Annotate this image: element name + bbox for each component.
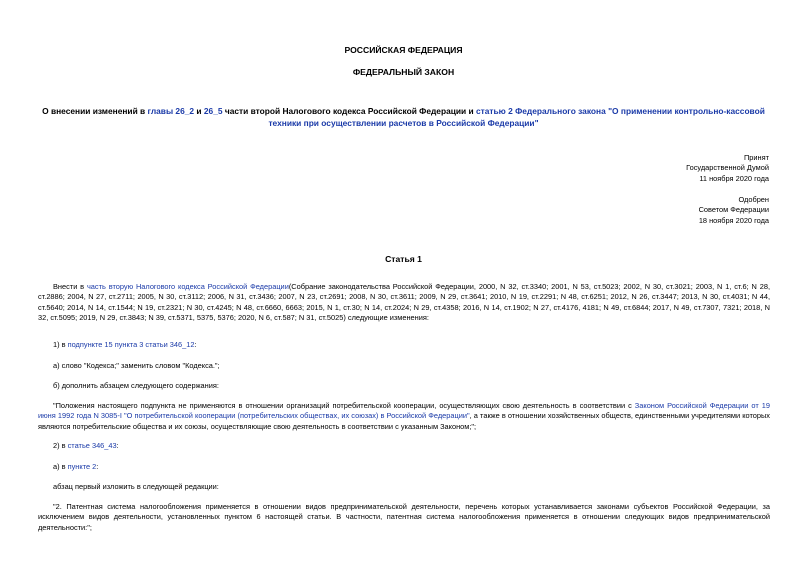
accepted-date: 11 ноября 2020 года [699, 173, 769, 183]
adoption-block [686, 153, 769, 184]
tax-code-part-two-link[interactable]: часть вторую Налогового кодекса Российской Федерации [86, 282, 289, 291]
title-text: и [194, 106, 204, 116]
point-2-link[interactable]: пункте 2 [67, 462, 97, 471]
accepted-by: Государственной Думой [686, 163, 769, 173]
article-346-43-link[interactable]: статье 346_43 [67, 441, 117, 450]
paragraph-text: Внести в [53, 282, 87, 291]
title-text: О внесении изменений в [42, 106, 148, 116]
paragraph-text: а) в [53, 462, 68, 471]
accepted-label: Принят [743, 153, 769, 162]
paragraph-item-1b: б) дополнить абзацем следующего содержания: [53, 381, 219, 390]
approval-block [699, 195, 769, 226]
paragraph-text: : [96, 462, 99, 471]
paragraph-intro [38, 282, 770, 324]
approved-label: Одобрен [738, 195, 769, 204]
paragraph-text: 1) в [53, 340, 68, 349]
paragraph-item-2a [38, 462, 770, 472]
paragraph-text: "Положения настоящего подпункта не применяются в отношении организаций потребительской кооперации, осуществляющих свою деятельность в соответствии с [53, 401, 635, 410]
chapter-26-5-link[interactable]: 26_5 [203, 106, 223, 116]
country-heading: РОССИЙСКАЯ ФЕДЕРАЦИЯ [344, 45, 463, 55]
paragraph-text: 2) в [53, 441, 68, 450]
subparagraph-15-link[interactable]: подпункте 15 пункта 3 статьи 346_12 [67, 340, 195, 349]
paragraph-text: (Собрание законодательства Российской Федерации, 2000, N 32, ст.3340; 2001, N 53, ст.5023; 2002, N 30, ст.3021; 2003, N 1, ст.6; N 28, ст.2886; 2004, N 27, ст.2711; 2005, N 30, ст.3112; 2006, N 31, ст.3436; 2007, N 23, ст.2691; 2008, N 30, ст.3611; 2009, N 29, ст.3641; 2010, N 19, ст.2291; N 48, ст.6251; 2012, N 26, ст.3447; 2013, N 30, ст.4031; N 44, ст.5640; 2014, N 14, ст.1544; N 19, ст.2321; N 30, ст.4245; N 48, ст.6660, 6663; 2015, N 1, ст.30; N 14, ст.2024; N 29, ст.4358; 2016, N 14, ст.1902; N 27, ст.4176, 4181; N 49, ст.6844; 2017, N 49, ст.7307, 7321; 2018, N 32, ст.5095; 2019, N 29, ст.3843; N 39, ст.5371, 5375, 5376; 2020, N 6, ст.587; N 31, ст.5025) следующие изменения: [38, 282, 770, 323]
article-heading: Статья 1 [385, 254, 422, 264]
paragraph-text: , а также в отношении хозяйственных обществ, единственными учредителями которых являются потребительские общества и их союзы, осуществляющие свою деятельность в соответствии с указанным Законом;"; [38, 411, 770, 431]
paragraph-quote-2: "2. Патентная система налогообложения применяется в отношении видов предпринимательской деятельности, перечень которых устанавливается законами субъектов Российской Федерации, за исключением видов деятельности, установленных пунктом 6 настоящей статьи. В частности, патентная система налогообложения применяется в отношении следующих видов предпринимательской деятельности:"; [38, 502, 770, 532]
title-text: части второй Налогового кодекса Российской Федерации и [222, 106, 476, 116]
consumer-cooperation-law-link[interactable]: Законом Российской Федерации от 19 июня 1992 года N 3085-I "О потребительской кооперации (потребительских обществах, их союзах) в Российской Федерации" [38, 401, 770, 421]
document-title [30, 105, 777, 129]
paragraph-text: : [194, 340, 197, 349]
paragraph-quote-1 [38, 401, 770, 432]
federal-law-article-2-link[interactable]: статью 2 Федерального закона "О применении контрольно-кассовой техники при осуществлении расчетов в Российской Федерации" [268, 106, 765, 128]
approved-by: Советом Федерации [698, 205, 769, 215]
paragraph-item-2 [38, 441, 770, 451]
paragraph-text: : [116, 441, 119, 450]
paragraph-item-2a-text: абзац первый изложить в следующей редакции: [53, 482, 219, 491]
approved-date: 18 ноября 2020 года [698, 215, 769, 225]
chapter-26-2-link[interactable]: главы 26_2 [147, 106, 195, 116]
paragraph-item-1 [38, 340, 770, 350]
paragraph-item-1a: а) слово "Кодекса;" заменить словом "Кодекса."; [53, 361, 220, 370]
law-type-heading: ФЕДЕРАЛЬНЫЙ ЗАКОН [352, 67, 455, 77]
